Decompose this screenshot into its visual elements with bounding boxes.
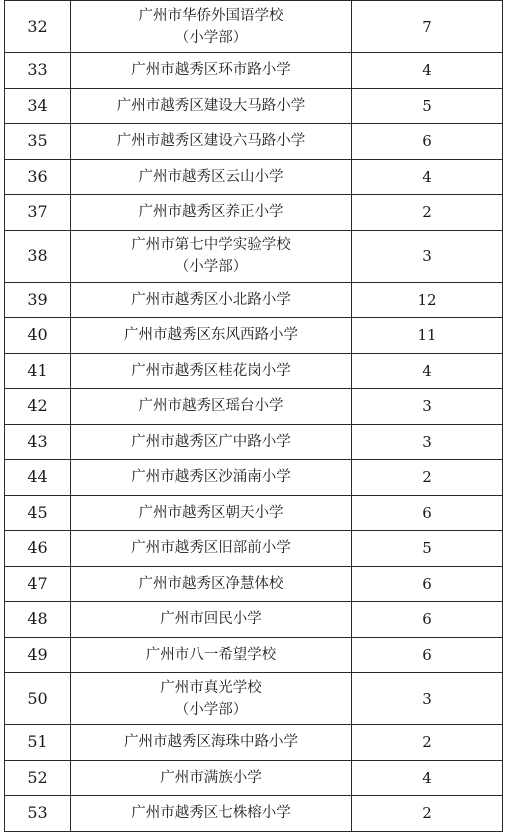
row-number-cell: 37	[5, 195, 71, 231]
count-cell: 6	[352, 602, 503, 638]
row-number-cell: 43	[5, 424, 71, 460]
row-number-cell: 32	[5, 1, 71, 53]
count-cell: 6	[352, 495, 503, 531]
table-row	[5, 1, 503, 53]
table-row	[5, 460, 503, 496]
school-name-cell	[71, 230, 352, 282]
table-row	[5, 282, 503, 318]
table-row	[5, 88, 503, 124]
school-name-line: 广州市越秀区旧部前小学	[131, 540, 291, 557]
count-cell: 4	[352, 53, 503, 89]
count-cell: 5	[352, 531, 503, 567]
school-quota-table	[4, 0, 503, 832]
count-cell: 4	[352, 760, 503, 796]
table-row	[5, 725, 503, 761]
school-name-cell	[71, 673, 352, 725]
school-name-cell	[71, 460, 352, 496]
school-name-line: （小学部）	[174, 259, 248, 275]
school-name-line: 广州市回民小学	[160, 611, 262, 628]
count-cell: 12	[352, 282, 503, 318]
table-row	[5, 760, 503, 796]
count-cell: 2	[352, 796, 503, 832]
table-row	[5, 53, 503, 89]
school-name-line: 广州市第七中学实验学校	[131, 237, 291, 253]
row-number-cell: 34	[5, 88, 71, 124]
school-name-cell	[71, 195, 352, 231]
school-name-cell	[71, 796, 352, 832]
count-cell: 3	[352, 230, 503, 282]
row-number-cell: 45	[5, 495, 71, 531]
school-name-cell	[71, 725, 352, 761]
school-name-cell	[71, 1, 352, 53]
school-name-line: 广州市越秀区云山小学	[138, 168, 284, 185]
table-row	[5, 531, 503, 567]
school-name-cell	[71, 495, 352, 531]
count-cell: 4	[352, 353, 503, 389]
count-cell: 4	[352, 159, 503, 195]
school-name-cell	[71, 760, 352, 796]
count-cell: 3	[352, 389, 503, 425]
row-number-cell: 49	[5, 637, 71, 673]
count-cell: 3	[352, 424, 503, 460]
row-number-cell: 35	[5, 124, 71, 160]
row-number-cell: 48	[5, 602, 71, 638]
school-name-cell	[71, 637, 352, 673]
table-row	[5, 353, 503, 389]
school-name-line: 广州市越秀区瑶台小学	[138, 398, 284, 415]
school-name-line: 广州市越秀区广中路小学	[131, 433, 291, 450]
row-number-cell: 52	[5, 760, 71, 796]
row-number-cell: 41	[5, 353, 71, 389]
school-name-cell	[71, 424, 352, 460]
school-name-cell	[71, 353, 352, 389]
row-number-cell: 36	[5, 159, 71, 195]
row-number-cell: 47	[5, 566, 71, 602]
row-number-cell: 42	[5, 389, 71, 425]
school-name-line: 广州市八一希望学校	[145, 646, 277, 663]
school-name-cell	[71, 566, 352, 602]
school-name-line: 广州市越秀区养正小学	[138, 204, 284, 221]
table-row	[5, 159, 503, 195]
school-name-line: 广州市越秀区海珠中路小学	[124, 734, 298, 751]
school-name-line: 广州市越秀区沙涌南小学	[131, 469, 291, 486]
row-number-cell: 38	[5, 230, 71, 282]
table-row	[5, 495, 503, 531]
table-row	[5, 230, 503, 282]
table-row	[5, 195, 503, 231]
row-number-cell: 46	[5, 531, 71, 567]
school-name-cell	[71, 53, 352, 89]
school-name-cell	[71, 124, 352, 160]
count-cell: 7	[352, 1, 503, 53]
row-number-cell: 39	[5, 282, 71, 318]
school-name-cell	[71, 531, 352, 567]
table-body	[5, 1, 503, 832]
row-number-cell: 50	[5, 673, 71, 725]
school-name-cell	[71, 602, 352, 638]
row-number-cell: 33	[5, 53, 71, 89]
count-cell: 2	[352, 725, 503, 761]
count-cell: 6	[352, 124, 503, 160]
school-name-cell	[71, 318, 352, 354]
table-row	[5, 318, 503, 354]
school-name-line: 广州市越秀区七株榕小学	[131, 805, 291, 822]
school-name-cell	[71, 389, 352, 425]
table-row	[5, 673, 503, 725]
school-name-line: 广州市越秀区建设六马路小学	[116, 133, 306, 150]
school-name-line: 广州市华侨外国语学校	[138, 7, 284, 24]
table-row	[5, 124, 503, 160]
table-row	[5, 424, 503, 460]
count-cell: 2	[352, 195, 503, 231]
row-number-cell: 53	[5, 796, 71, 832]
table-row	[5, 796, 503, 832]
school-name-line: 广州市越秀区桂花岗小学	[131, 362, 291, 379]
school-name-cell	[71, 88, 352, 124]
school-name-line: 广州市越秀区朝天小学	[138, 504, 284, 521]
school-name-line: 广州市真光学校	[160, 679, 262, 696]
school-name-line: （小学部）	[174, 29, 248, 46]
school-name-line: 广州市越秀区建设大马路小学	[116, 97, 306, 114]
school-name-line: （小学部）	[174, 701, 248, 718]
school-name-line: 广州市越秀区环市路小学	[131, 62, 291, 79]
row-number-cell: 51	[5, 725, 71, 761]
table-row	[5, 389, 503, 425]
count-cell: 5	[352, 88, 503, 124]
count-cell: 6	[352, 637, 503, 673]
count-cell: 3	[352, 673, 503, 725]
count-cell: 11	[352, 318, 503, 354]
row-number-cell: 44	[5, 460, 71, 496]
table-row	[5, 637, 503, 673]
row-number-cell: 40	[5, 318, 71, 354]
count-cell: 2	[352, 460, 503, 496]
school-name-cell	[71, 282, 352, 318]
table-row	[5, 602, 503, 638]
table-row	[5, 566, 503, 602]
school-name-line: 广州市越秀区东风西路小学	[124, 327, 298, 344]
school-name-line: 广州市越秀区净慧体校	[138, 575, 284, 592]
school-name-cell	[71, 159, 352, 195]
count-cell: 6	[352, 566, 503, 602]
school-name-line: 广州市满族小学	[160, 769, 262, 786]
school-name-line: 广州市越秀区小北路小学	[131, 291, 291, 308]
